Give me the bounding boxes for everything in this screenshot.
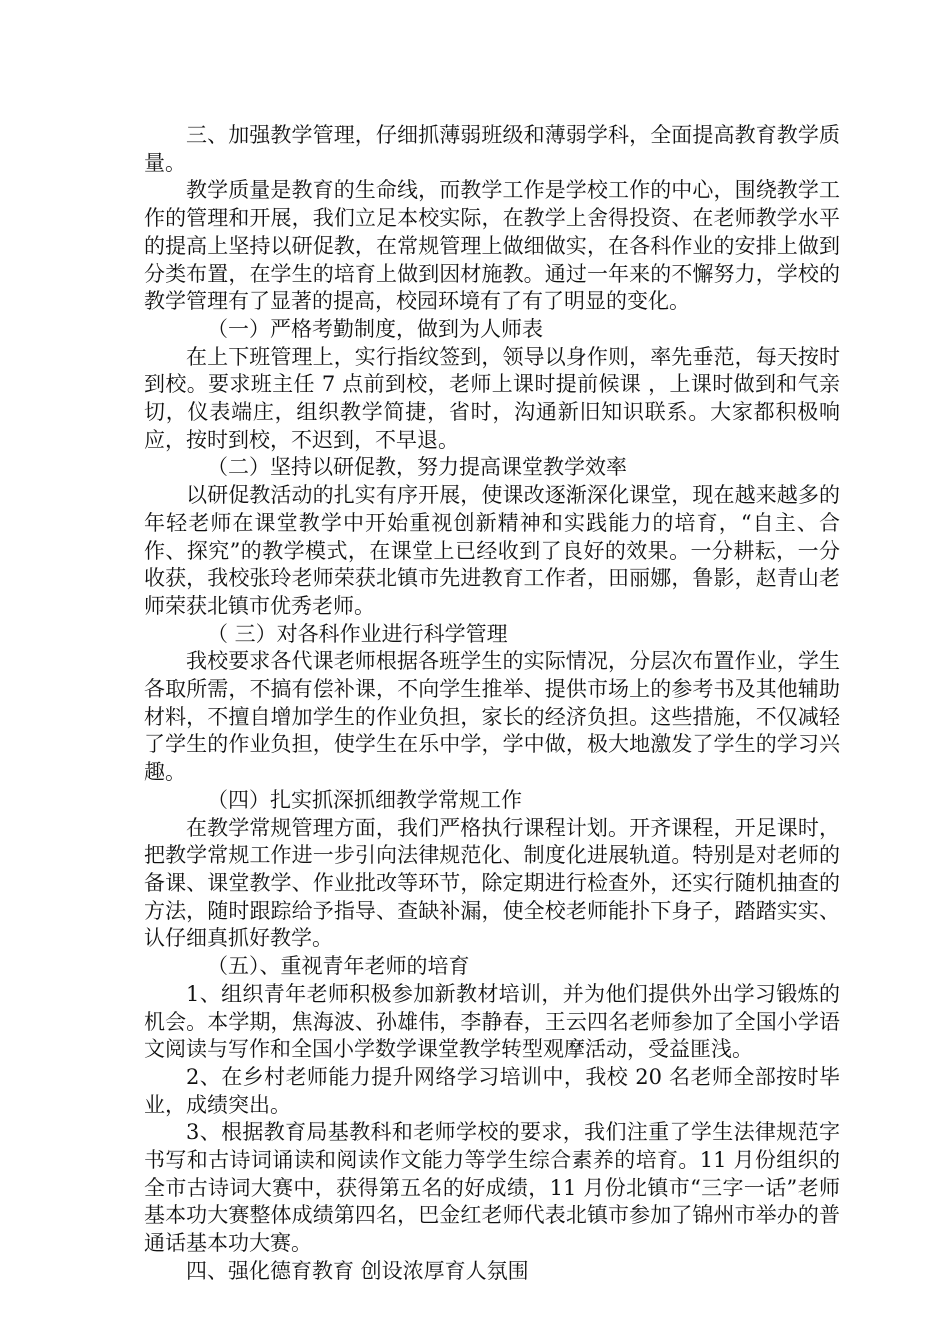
body-paragraph: 在教学常规管理方面，我们严格执行课程计划。开齐课程，开足课时，把教学常规工作进一步引向法律规范化、制度化进展轨道。特别是对老师的备课、课堂教学、作业批改等环节，除定期进行检查外，还实行随机抽查的方法，随时跟踪给予指导、查缺补漏，使全校老师能扑下身子，踏踏实实、认仔细真抓好教学。 [144,815,840,951]
body-paragraph: 1、组织青年老师积极参加新教材培训，并为他们提供外出学习锻炼的机会。本学期，焦海波、孙雄伟，李静春，王云四名老师参加了全国小学语文阅读与写作和全国小学数学课堂教学转型观摩活动，受益匪浅。 [144,981,840,1062]
body-paragraph: 在上下班管理上，实行指纹签到，领导以身作则，率先垂范，每天按时到校。要求班主任 7 点前到校，老师上课时提前候课 ，上课时做到和气亲切，仪表端庄，组织教学简捷，省时，沟通新旧知识联系。大家都积极响应，按时到校，不迟到，不早退。 [144,344,840,452]
body-paragraph: 2、在乡村老师能力提升网络学习培训中，我校 20 名老师全部按时毕业，成绩突出。 [144,1064,840,1117]
subsection-heading: （五）、重视青年老师的培育 [207,954,470,979]
body-paragraph: 教学质量是教育的生命线，而教学工作是学校工作的中心，围绕教学工作的管理和开展，我们立足本校实际，在教学上舍得投资、在老师教学水平的提高上坚持以研促教，在常规管理上做细做实，在各科作业的安排上做到分类布置，在学生的培育上做到因材施教。通过一年来的不懈努力，学校的教学管理有了显著的提高，校园环境有了有了明显的变化。 [144,178,840,314]
body-paragraph: 以研促教活动的扎实有序开展，使课改逐渐深化课堂，现在越来越多的年轻老师在课堂教学中开始重视创新精神和实践能力的培育，“自主、合作、探究”的教学模式，在课堂上已经收到了良好的效果。一分耕耘，一分收获，我校张玲老师荣获北镇市先进教育工作者，田丽娜，鲁影，赵青山老师荣获北镇市优秀老师。 [144,483,840,618]
body-paragraph: 我校要求各代课老师根据各班学生的实际情况，分层次布置作业，学生各取所需，不搞有偿补课，不向学生推举、提供市场上的参考书及其他辅助材料，不擅自增加学生的作业负担，家长的经济负担。这些措施，不仅减轻了学生的作业负担，使学生在乐中学，学中做，极大地激发了学生的学习兴趣。 [144,649,840,785]
body-paragraph: 3、根据教育局基教科和老师学校的要求，我们注重了学生法律规范字书写和古诗词诵读和阅读作文能力等学生综合素养的培育。11 月份组织的全市古诗词大赛中，获得第五名的好成绩，11 月份北镇市“三字一话”老师基本功大赛整体成绩第四名，巴金红老师代表北镇市参加了锦州市举办的普通话基本功大赛。 [144,1120,840,1256]
subsection-heading: （二）坚持以研促教，努力提高课堂教学效率 [207,455,627,480]
section-heading: 四、强化德育教育 创设浓厚育人氛围 [186,1258,529,1283]
subsection-heading: （ 三）对各科作业进行科学管理 [207,621,508,646]
subsection-heading: （四）扎实抓深抓细教学常规工作 [207,787,522,812]
subsection-heading: （一）严格考勤制度，做到为人师表 [207,316,543,341]
section-heading: 三、加强教学管理，仔细抓薄弱班级和薄弱学科，全面提高教育教学质量。 [144,123,840,175]
